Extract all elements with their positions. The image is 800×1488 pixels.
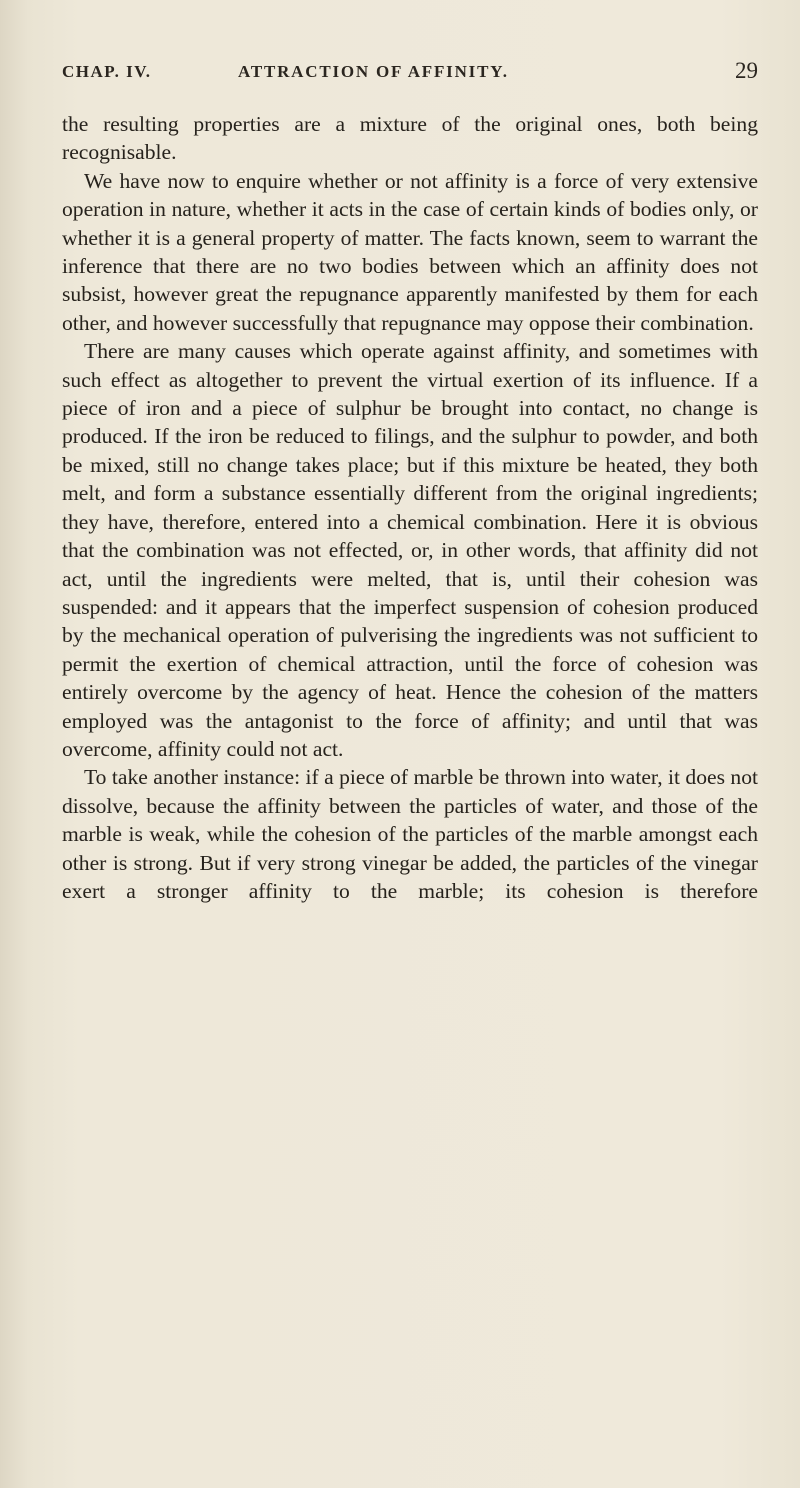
paragraph-iron-sulphur: There are many causes which operate against affinity, and sometimes with such effect as altogether to prevent the virtual exertion of its influence. If a piece of iron and a piece of sulphur be brought into contact, no change is produced. If the iron be reduced to filings, and the sulphur to powder, and both be mixed, still no change takes place; but if this mixture be heated, they both melt, and form a substance essentially different from the original ingredients; they have, therefore, entered into a chemical combination. Here it is obvious that the combination was not effected, or, in other words, that affinity did not act, until the ingredients were melted, that is, until their cohesion was suspended: and it appears that the imperfect suspension of cohesion produced by the mechanical operation of pulverising the ingredients was not sufficient to permit the exertion of chemical attraction, until the force of cohesion was entirely overcome by the agency of heat. Hence the cohesion of the matters employed was the antagonist to the force of affinity; and until that was overcome, affinity could not act. <box>62 339 758 761</box>
chapter-label: CHAP. IV. <box>62 62 152 81</box>
paragraph-affinity-force: We have now to enquire whether or not affinity is a force of very extensive operation in nature, whether it acts in the case of certain kinds of bodies only, or whether it is a general property of matter. The facts known, seem to warrant the inference that there are no two bodies between which an affinity does not subsist, however great the repugnance apparently manifested by them for each other, and however successfully that repugnance may oppose their combination. <box>62 168 758 335</box>
running-header <box>62 58 758 92</box>
body-text <box>62 110 758 905</box>
paragraph-marble-vinegar: To take another instance: if a piece of marble be thrown into water, it does not dissolve, because the affinity between the particles of water, and those of the marble is weak, while the cohesion of the particles of the marble amongst each other is strong. But if very strong vinegar be added, the particles of the vinegar exert a stronger affinity to the marble; its cohesion is therefore <box>62 765 758 903</box>
running-title: ATTRACTION OF AFFINITY. <box>238 62 509 81</box>
page-number: 29 <box>735 58 758 83</box>
paragraph-continuation: the resulting properties are a mixture of the original ones, both being recognisable. <box>62 112 758 165</box>
